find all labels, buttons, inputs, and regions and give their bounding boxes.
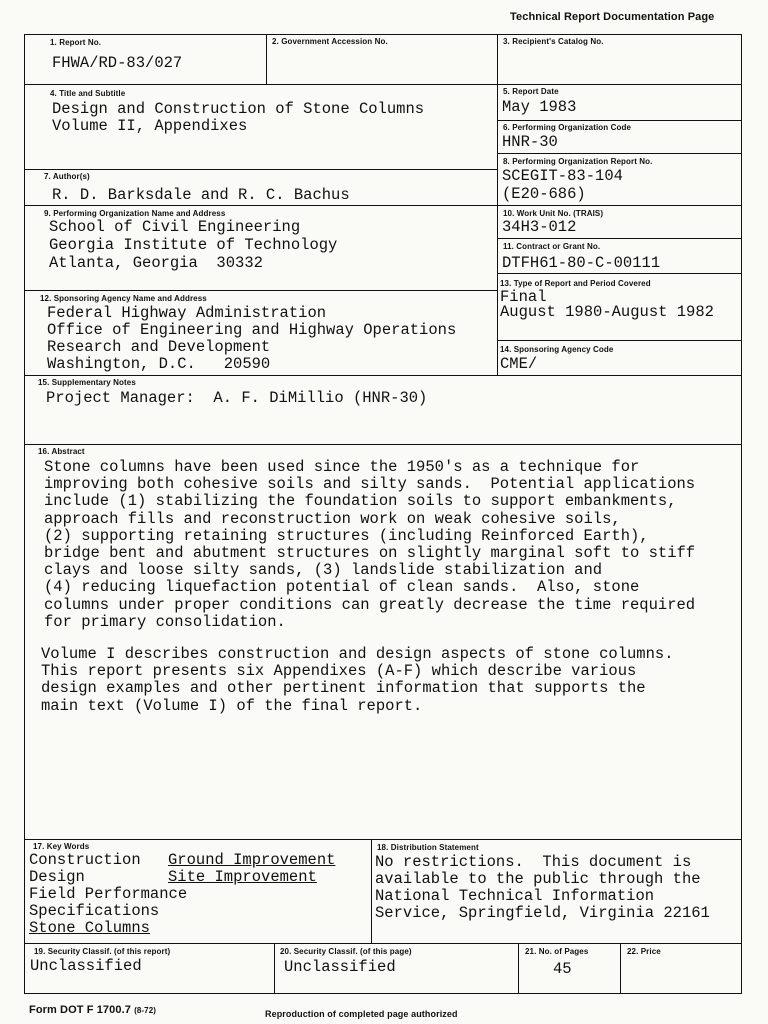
title-line-1: Design and Construction of Stone Columns xyxy=(52,100,425,118)
form-number-text: Form DOT F 1700.7 xyxy=(29,1004,131,1016)
distribution-line: available to the public through the xyxy=(375,870,701,888)
supplementary-notes-value: Project Manager: A. F. DiMillio (HNR-30) xyxy=(46,389,428,407)
performing-org-name-label: 9. Performing Organization Name and Address xyxy=(44,209,226,218)
sponsoring-agency-line-3: Research and Development xyxy=(47,338,271,356)
row-divider xyxy=(24,290,497,291)
row-divider xyxy=(497,238,742,239)
sponsoring-agency-code-label: 14. Sponsoring Agency Code xyxy=(500,345,614,354)
price-label: 22. Price xyxy=(627,947,661,956)
abstract-paragraph-2 xyxy=(41,646,674,715)
abstract-label: 16. Abstract xyxy=(38,447,85,456)
performing-org-line-1: School of Civil Engineering xyxy=(49,218,301,236)
government-accession-label: 2. Government Accession No. xyxy=(272,37,388,46)
security-classif-report-label: 19. Security Classif. (of this report) xyxy=(34,947,171,956)
abstract-paragraph-1 xyxy=(44,459,695,631)
reproduction-note: Reproduction of completed page authorized xyxy=(265,1009,458,1019)
abstract-line: improving both cohesive soils and silty sands. Potential applications xyxy=(44,475,696,494)
report-type-line-1: Final xyxy=(500,288,547,306)
abstract-line: clays and loose silty sands, (3) landslide stabilization and xyxy=(44,561,603,580)
col-divider xyxy=(518,943,519,994)
row-divider xyxy=(24,205,742,206)
abstract-line: for primary consolidation. xyxy=(44,612,286,631)
report-no-label: 1. Report No. xyxy=(50,38,102,47)
row-divider xyxy=(497,120,742,121)
title-subtitle-label: 4. Title and Subtitle xyxy=(50,89,126,98)
supplementary-notes-label: 15. Supplementary Notes xyxy=(38,378,136,387)
performing-org-report-label: 8. Performing Organization Report No. xyxy=(503,157,653,166)
abstract-line: Stone columns have been used since the 1950's as a technique for xyxy=(44,458,640,476)
row-divider xyxy=(24,84,742,85)
row-divider xyxy=(24,375,742,376)
row-divider xyxy=(497,153,742,154)
abstract-line: main text (Volume I) of the final report. xyxy=(41,696,423,715)
authors-value: R. D. Barksdale and R. C. Bachus xyxy=(52,186,350,204)
report-type-label: 13. Type of Report and Period Covered xyxy=(500,279,651,288)
sponsoring-agency-code-value: CME/ xyxy=(500,355,538,373)
sponsoring-agency-line-4: Washington, D.C. 20590 xyxy=(47,355,271,373)
security-classif-page-value: Unclassified xyxy=(284,958,396,976)
key-word: Construction xyxy=(29,851,141,869)
key-word: Field Performance xyxy=(29,885,188,903)
security-classif-page-label: 20. Security Classif. (of this page) xyxy=(280,947,412,956)
performing-org-code-value: HNR-30 xyxy=(502,133,558,151)
work-unit-value: 34H3-012 xyxy=(502,218,577,236)
report-type-line-2: August 1980-August 1982 xyxy=(500,303,714,321)
row-divider xyxy=(497,340,742,341)
col-divider xyxy=(620,943,621,994)
distribution-statement-text xyxy=(375,854,710,922)
report-no-value: FHWA/RD-83/027 xyxy=(52,54,183,72)
sponsoring-agency-line-2: Office of Engineering and Highway Operations xyxy=(47,321,457,339)
report-date-label: 5. Report Date xyxy=(503,87,559,96)
contract-grant-value: DTFH61-80-C-00111 xyxy=(502,254,661,272)
key-words-column-1 xyxy=(29,852,187,937)
abstract-line: columns under proper conditions can greatly decrease the time required xyxy=(44,595,696,614)
number-of-pages-value: 45 xyxy=(553,960,572,978)
key-word: Specifications xyxy=(29,902,160,920)
key-words-label: 17. Key Words xyxy=(33,842,90,851)
col-divider xyxy=(266,34,267,84)
abstract-line: (2) supporting retaining structures (including Reinforced Earth), xyxy=(44,526,649,545)
distribution-line: Service, Springfield, Virginia 22161 xyxy=(375,904,710,922)
row-divider xyxy=(24,169,497,170)
security-classif-report-value: Unclassified xyxy=(30,957,142,975)
row-divider xyxy=(24,943,742,944)
abstract-line: Volume I describes construction and design aspects of stone columns. xyxy=(41,645,674,663)
key-words-column-2 xyxy=(168,852,335,886)
recipient-catalog-label: 3. Recipient's Catalog No. xyxy=(503,37,604,46)
abstract-line: This report presents six Appendixes (A-F) which describe various xyxy=(41,662,637,681)
distribution-line: No restrictions. This document is xyxy=(375,853,692,871)
row-divider xyxy=(497,273,742,274)
number-of-pages-label: 21. No. of Pages xyxy=(525,947,589,956)
sponsoring-agency-label: 12. Sponsoring Agency Name and Address xyxy=(40,294,207,303)
work-unit-label: 10. Work Unit No. (TRAIS) xyxy=(503,209,604,218)
performing-org-line-2: Georgia Institute of Technology xyxy=(49,236,338,254)
sponsoring-agency-line-1: Federal Highway Administration xyxy=(47,304,327,322)
report-date-value: May 1983 xyxy=(502,98,577,116)
abstract-line: approach fills and reconstruction work on weak cohesive soils, xyxy=(44,509,621,528)
abstract-line: bridge bent and abutment structures on slightly marginal soft to stiff xyxy=(44,544,696,563)
abstract-line: design examples and other pertinent information that supports the xyxy=(41,679,646,698)
performing-org-code-label: 6. Performing Organization Code xyxy=(503,123,632,132)
abstract-line: (4) reducing liquefaction potential of clean sands. Also, stone xyxy=(44,578,640,597)
distribution-line: National Technical Information xyxy=(375,887,655,905)
abstract-line: include (1) stabilizing the foundation soils to support embankments, xyxy=(44,492,677,511)
row-divider xyxy=(24,839,742,840)
title-line-2: Volume II, Appendixes xyxy=(52,117,248,135)
authors-label: 7. Author(s) xyxy=(44,172,90,181)
key-word: Site Improvement xyxy=(168,868,317,886)
key-word: Ground Improvement xyxy=(168,851,336,869)
key-word: Design xyxy=(29,868,85,886)
performing-org-report-line-2: (E20-686) xyxy=(502,185,586,203)
key-word: Stone Columns xyxy=(29,919,150,937)
row-divider xyxy=(24,444,742,445)
form-number-date: (8-72) xyxy=(134,1006,157,1015)
form-number xyxy=(29,1004,156,1016)
distribution-statement-label: 18. Distribution Statement xyxy=(377,843,479,852)
col-divider xyxy=(274,943,275,994)
performing-org-report-line-1: SCEGIT-83-104 xyxy=(502,167,623,185)
page-header-title: Technical Report Documentation Page xyxy=(510,11,715,23)
performing-org-line-3: Atlanta, Georgia 30332 xyxy=(49,254,263,272)
contract-grant-label: 11. Contract or Grant No. xyxy=(503,242,601,251)
col-divider xyxy=(497,34,498,375)
col-divider xyxy=(371,839,372,943)
